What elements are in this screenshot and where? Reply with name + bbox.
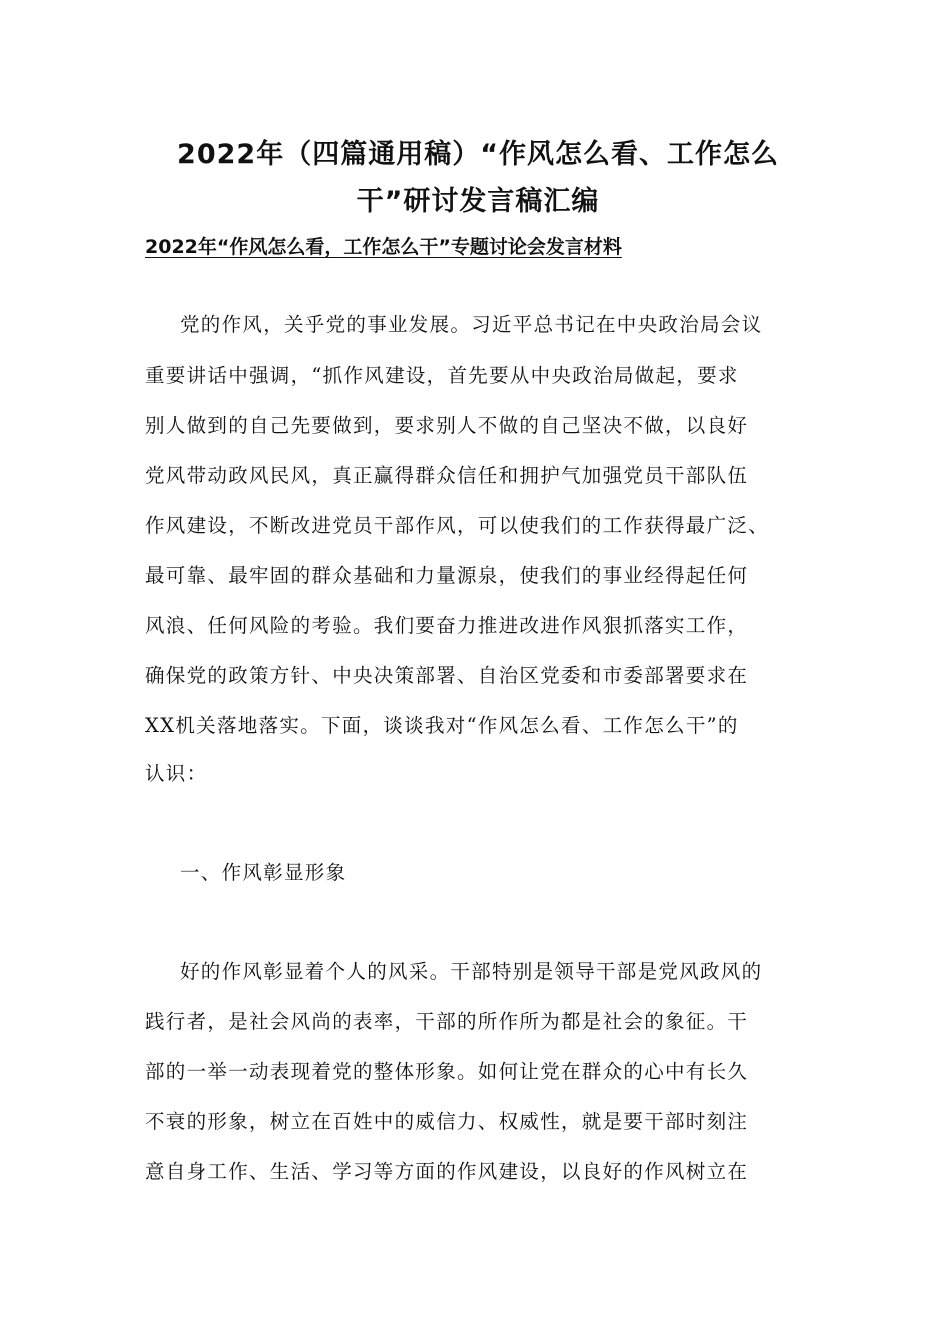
paragraph-line: 部的一举一动表现着党的整体形象。如何让党在群众的心中有长久 [145,1060,749,1083]
paragraph-line: 好的作风彰显着个人的风采。干部特别是领导干部是党风政风的 [180,960,763,983]
document-title-line-2: 干”研讨发言稿汇编 [356,186,600,217]
paragraph-line: 认识： [145,762,208,785]
paragraph-line: 意自身工作、生活、学习等方面的作风建设，以良好的作风树立在 [145,1160,749,1183]
paragraph-line: 重要讲话中强调，“抓作风建设，首先要从中央政治局做起，要求 [145,364,739,387]
subheading-1: 一、作风彰显形象 [180,861,347,884]
paragraph-line: 最可靠、最牢固的群众基础和力量源泉，使我们的事业经得起任何 [145,564,749,587]
paragraph-line: 不衰的形象，树立在百姓中的威信力、权威性，就是要干部时刻注 [145,1110,749,1133]
paragraph-line: XX机关落地落实。下面，谈谈我对“作风怎么看、工作怎么干”的 [145,714,739,737]
paragraph-line: 确保党的政策方针、中央决策部署、自治区党委和市委部署要求在 [145,664,749,687]
document-title-line-1: 2022年（四篇通用稿）“作风怎么看、工作怎么 [177,139,779,170]
paragraph-line: 风浪、任何风险的考验。我们要奋力推进改进作风狠抓落实工作， [145,614,749,637]
paragraph-line: 党风带动政风民风，真正赢得群众信任和拥护气加强党员干部队伍 [145,464,749,487]
section-heading: 2022年“作风怎么看，工作怎么干”专题讨论会发言材料 [145,236,622,258]
paragraph-line: 别人做到的自己先要做到，要求别人不做的自己坚决不做，以良好 [145,414,749,437]
paragraph-line: 作风建设，不断改进党员干部作风，可以使我们的工作获得最广泛、 [145,514,770,537]
paragraph-line: 党的作风，关乎党的事业发展。习近平总书记在中央政治局会议 [180,313,763,336]
paragraph-line: 践行者，是社会风尚的表率，干部的所作所为都是社会的象征。干 [145,1010,749,1033]
